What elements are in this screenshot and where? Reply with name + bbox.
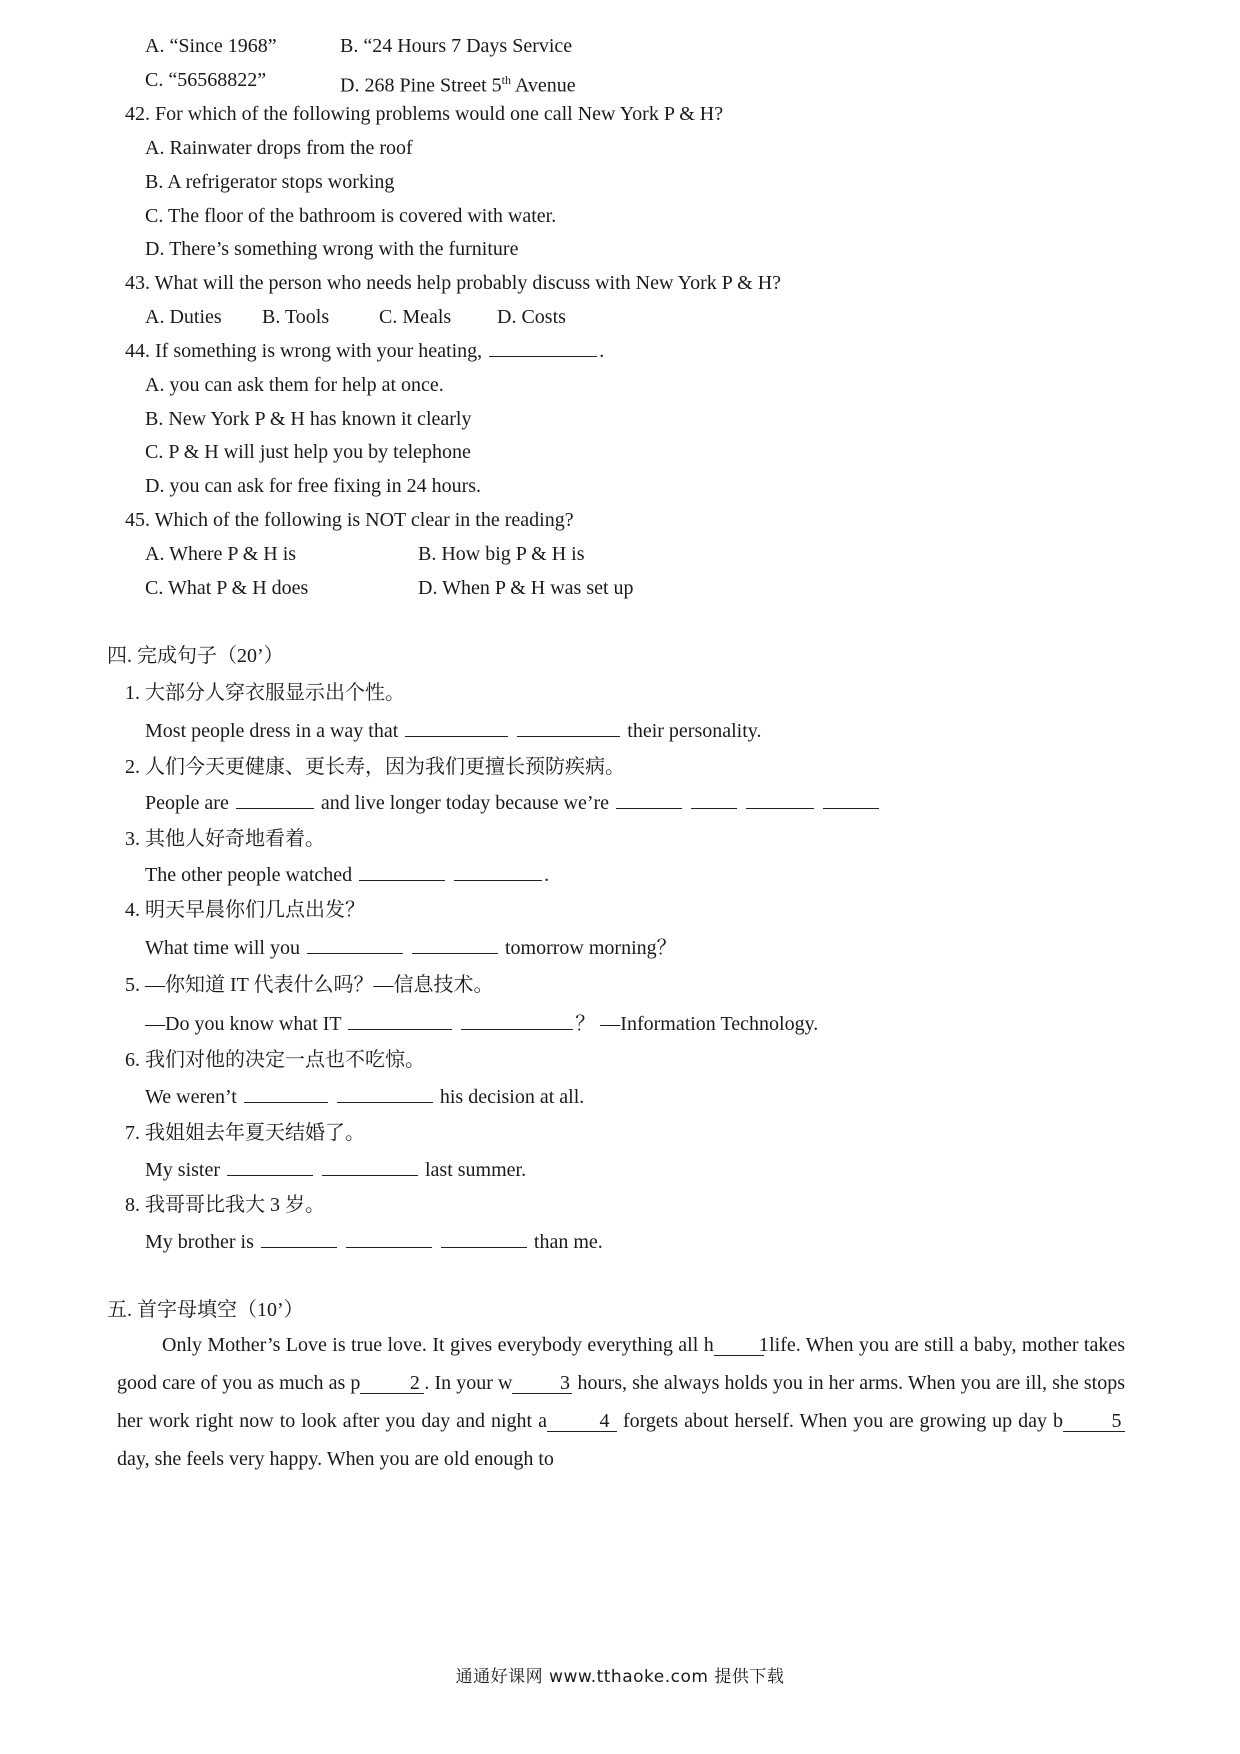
answer-blank[interactable] [517,718,620,737]
q45-option-d: D. When P & H was set up [418,577,634,599]
cloze-blank-4[interactable]: 4 [547,1411,617,1432]
q45-option-b: B. How big P & H is [418,543,585,565]
item-7-chinese: 7. 我姐姐去年夏天结婚了。 [125,1122,365,1144]
answer-blank[interactable] [346,1229,432,1248]
answer-blank[interactable] [348,1011,452,1030]
answer-blank[interactable] [412,935,498,954]
q43-option-b: B. Tools [262,306,330,328]
cloze-passage: Only Mother’s Love is true love. It gives everybody everything all h 1 life. When you are still a baby, mother takes good care of you as much as p 2 . In your w 3 hours, she always holds you in her arms. When you are ill, she stops her work right now to look after you day and night a 4 forgets about herself. When you are growing up day b 5 day, she feels very happy. When you are old enough to [117,1334,1126,1470]
q44-option-b: B. New York P & H has known it clearly [145,408,472,430]
q45-option-c: C. What P & H does [145,577,309,599]
item-7-english: My sister last summer. [145,1159,527,1181]
answer-blank[interactable] [244,1084,328,1103]
answer-blank[interactable] [461,1011,573,1030]
answer-blank[interactable] [307,935,403,954]
q41-option-a: A. “Since 1968” [145,35,277,57]
answer-blank[interactable] [227,1157,313,1176]
section-4-title: 四. 完成句子（20’） [107,645,284,667]
q42-stem: 42. For which of the following problems would one call New York P & H? [125,103,724,125]
answer-blank[interactable] [823,790,879,809]
answer-blank[interactable] [236,790,314,809]
item-5-chinese: 5. —你知道 IT 代表什么吗？—信息技术。 [125,974,494,996]
answer-blank[interactable] [691,790,737,809]
item-3-chinese: 3. 其他人好奇地看着。 [125,828,325,850]
answer-blank[interactable] [746,790,814,809]
cloze-blank-3[interactable]: 3 [512,1373,572,1394]
q43-option-c: C. Meals [379,306,452,328]
answer-blank[interactable] [441,1229,527,1248]
item-3-english: The other people watched . [145,864,550,886]
q43-option-a: A. Duties [145,306,222,328]
q44-option-d: D. you can ask for free fixing in 24 hours. [145,475,482,497]
item-2-english: People are and live longer today because we’re [145,790,881,816]
item-4-english: What time will you tomorrow morning？ [145,937,677,959]
answer-blank[interactable] [616,790,682,809]
q41-option-b: B. “24 Hours 7 Days Service [340,35,573,57]
footer-source: 通通好课网 www.tthaoke.com 提供下载 [455,1667,785,1687]
answer-blank[interactable] [454,862,542,881]
item-5-english: —Do you know what IT ？ —Information Technology. [145,1013,819,1035]
q41-option-c: C. “56568822” [145,69,267,91]
section-5-title: 五. 首字母填空（10’） [107,1299,304,1321]
answer-blank[interactable] [405,718,508,737]
q45-option-a: A. Where P & H is [145,543,297,565]
item-2-chinese: 2. 人们今天更健康、更长寿，因为我们更擅长预防疾病。 [125,756,625,778]
cloze-blank-5[interactable]: 5 [1063,1411,1125,1432]
answer-blank[interactable] [322,1157,418,1176]
item-1-english: Most people dress in a way that their personality. [145,720,762,742]
cloze-blank-2[interactable]: 2 [360,1373,424,1394]
item-6-chinese: 6. 我们对他的决定一点也不吃惊。 [125,1049,425,1071]
q42-option-c: C. The floor of the bathroom is covered with water. [145,205,557,227]
item-4-chinese: 4. 明天早晨你们几点出发？ [125,899,365,921]
item-8-chinese: 8. 我哥哥比我大 3 岁。 [125,1194,325,1216]
q43-stem: 43. What will the person who needs help probably discuss with New York P & H? [125,272,782,294]
q43-option-d: D. Costs [497,306,566,328]
item-6-english: We weren’t his decision at all. [145,1086,585,1108]
q44-option-a: A. you can ask them for help at once. [145,374,444,396]
answer-blank[interactable] [359,862,445,881]
answer-blank[interactable] [489,338,597,357]
answer-blank[interactable] [261,1229,337,1248]
q44-option-c: C. P & H will just help you by telephone [145,441,471,463]
cloze-blank-1[interactable]: 1 [714,1335,764,1356]
item-1-chinese: 1. 大部分人穿衣服显示出个性。 [125,682,405,704]
q45-stem: 45. Which of the following is NOT clear in the reading? [125,509,574,531]
item-8-english: My brother is than me. [145,1231,603,1253]
q42-option-b: B. A refrigerator stops working [145,171,395,193]
q41-option-d: D. 268 Pine Street 5th Avenue [340,73,576,97]
q42-option-a: A. Rainwater drops from the roof [145,137,413,159]
q44-stem: 44. If something is wrong with your heating, . [125,340,605,362]
answer-blank[interactable] [337,1084,433,1103]
q42-option-d: D. There’s something wrong with the furniture [145,238,519,260]
